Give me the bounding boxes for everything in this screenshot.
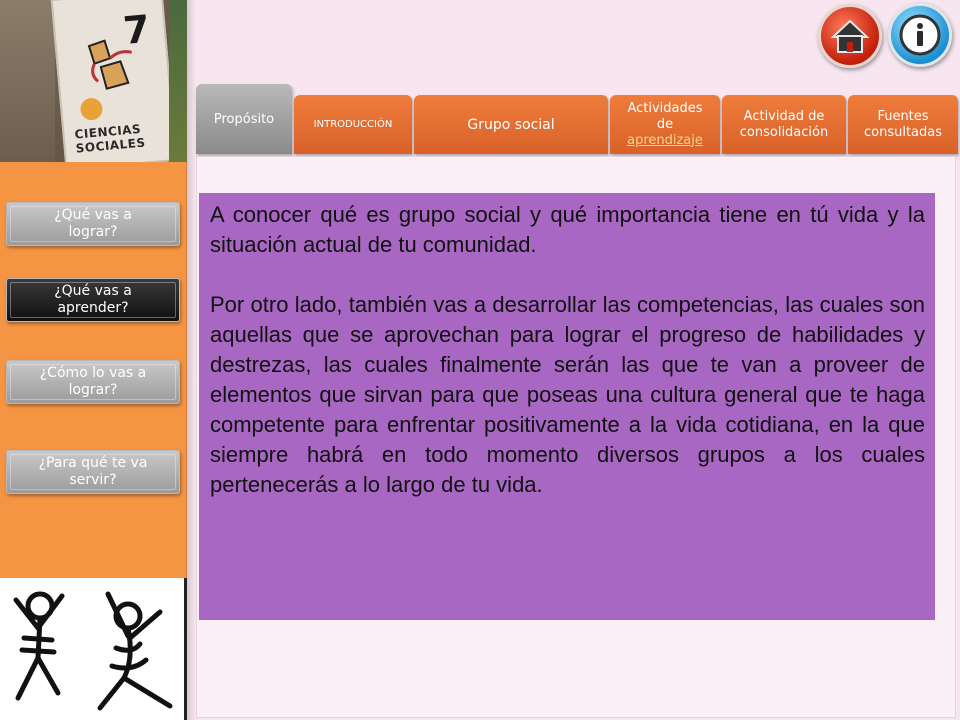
- figures-clipart: [0, 578, 187, 720]
- content-paragraph-2: Por otro lado, también vas a desarrollar las competencias, las cuales son aquellas que se aprovechan para lograr el progreso de habilidades y destrezas, las cuales finalmente serán las que te van a proveer de elementos que sirvan para que poseas una cultura general que te haga competente para enfrentar positivamente a la vida cotidiana, en la que siempre habrá en todo momento diversos grupos a los cuales pertenecerás a lo largo de tu vida.: [210, 292, 925, 497]
- tab-label-line2: consolidación: [739, 124, 829, 140]
- sidebar-item-servir[interactable]: [6, 450, 180, 494]
- sidebar-item-aprender[interactable]: [6, 278, 180, 322]
- edition-badge: [80, 97, 104, 121]
- textbook-cover: [51, 0, 178, 162]
- tab-proposito[interactable]: [196, 84, 292, 154]
- book-title: CIENCIAS SOCIALES: [74, 121, 147, 156]
- tab-label-line1: Fuentes: [877, 108, 929, 124]
- sidebar-item-label-line2: lograr?: [68, 382, 118, 398]
- tab-link-aprendizaje[interactable]: aprendizaje: [627, 132, 703, 148]
- home-button[interactable]: [818, 4, 882, 68]
- book-cover-photo: [0, 0, 187, 162]
- content-paragraph-1: A conocer qué es grupo social y qué importancia tiene en tú vida y la situación actual de tu comunidad.: [210, 202, 925, 257]
- tab-label-line2: de: [656, 116, 674, 132]
- sidebar-item-como-lograr[interactable]: [6, 360, 180, 404]
- home-icon: [821, 7, 879, 65]
- sidebar-item-lograr[interactable]: [6, 202, 180, 246]
- info-button[interactable]: [888, 3, 952, 67]
- book-number: 7: [121, 6, 152, 53]
- photo-plant: [169, 0, 187, 162]
- tab-grupo-social[interactable]: [414, 95, 608, 154]
- sidebar-item-label-line2: servir?: [69, 472, 117, 488]
- sidebar-item-label-line2: lograr?: [68, 224, 118, 240]
- tab-label: Propósito: [213, 111, 275, 127]
- sidebar-item-label-line1: ¿Para qué te va: [38, 455, 148, 471]
- tab-label-line1: Actividades: [627, 100, 703, 116]
- tab-label: Grupo social: [467, 116, 555, 133]
- dancing-figures-icon: [0, 578, 187, 720]
- tab-introduccion[interactable]: [294, 95, 412, 154]
- tab-label-line2: consultadas: [863, 124, 943, 140]
- sidebar-item-label-line1: ¿Qué vas a: [54, 207, 132, 223]
- photo-background: [0, 0, 55, 162]
- left-sidebar: [0, 162, 187, 578]
- sidebar-item-label-line1: ¿Qué vas a: [54, 283, 132, 299]
- tab-label: INTRODUCCIÓN: [313, 119, 393, 130]
- content-text-box: [199, 193, 935, 620]
- sidebar-item-label-line2: aprender?: [57, 300, 129, 316]
- bells-illustration-icon: [78, 34, 143, 99]
- tab-label-line1: Actividad de: [743, 108, 825, 124]
- vertical-divider: [187, 0, 195, 720]
- tab-fuentes-consultadas[interactable]: [848, 95, 958, 154]
- info-icon: [891, 6, 949, 64]
- tab-actividad-consolidacion[interactable]: [722, 95, 846, 154]
- sidebar-item-label-line1: ¿Cómo lo vas a: [39, 365, 147, 381]
- tab-actividades-aprendizaje[interactable]: [610, 95, 720, 154]
